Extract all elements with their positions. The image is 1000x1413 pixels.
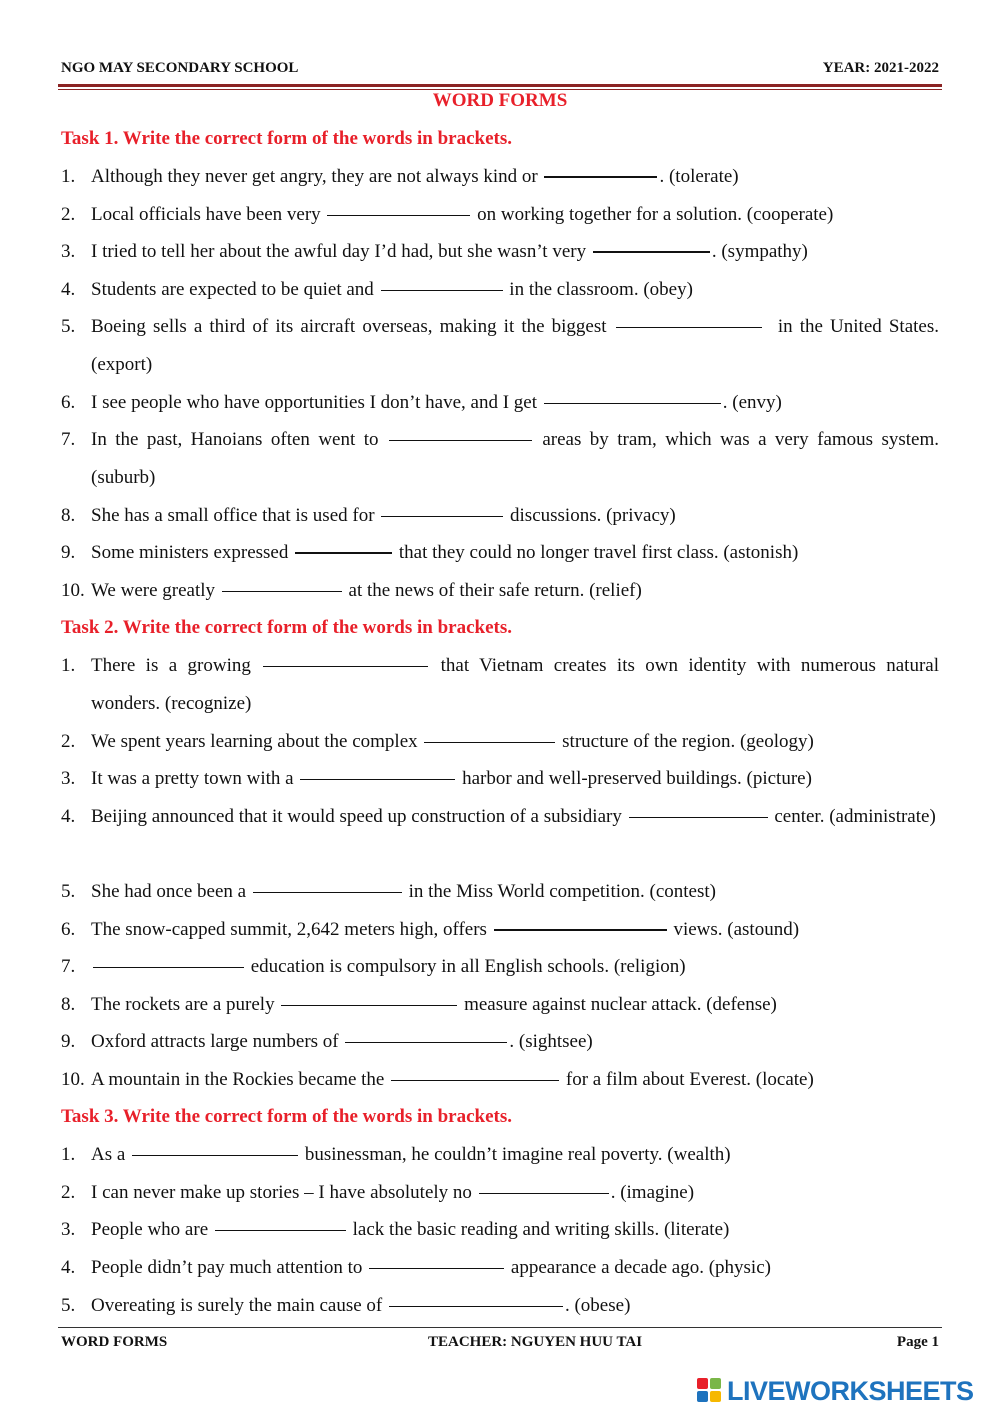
answer-blank[interactable] <box>544 175 657 178</box>
sentence-before-blank: Boeing sells a third of its aircraft overseas, making it the biggest <box>91 316 614 337</box>
sentence-after-blank: . (sightsee) <box>509 1031 593 1052</box>
sentence-after-blank: that they could no longer travel first class. (astonish) <box>394 542 799 563</box>
school-year: YEAR: 2021-2022 <box>822 60 939 76</box>
item-number: 3. <box>61 1219 76 1240</box>
item-sentence <box>91 723 939 761</box>
exercise-item <box>61 1211 939 1249</box>
answer-blank[interactable] <box>381 515 503 517</box>
exercise-item <box>61 497 939 535</box>
item-number: 10. <box>61 580 85 601</box>
item-sentence <box>91 1287 939 1325</box>
sentence-after-blank: measure against nuclear attack. (defense) <box>459 994 777 1015</box>
exercise-item <box>61 1287 939 1325</box>
exercise-item <box>61 271 939 309</box>
sentence-after-blank: lack the basic reading and writing skills. (literate) <box>347 1219 730 1240</box>
sentence-before-blank: Overeating is surely the main cause of <box>91 1295 387 1316</box>
sentence-after-blank: in the Miss World competition. (contest) <box>403 881 716 902</box>
exercise-item <box>61 873 939 911</box>
sentence-after-blank: appearance a decade ago. (physic) <box>506 1257 771 1278</box>
item-number: 8. <box>61 505 76 526</box>
item-number: 5. <box>61 881 76 902</box>
item-sentence <box>91 308 944 383</box>
sentence-before-blank: Students are expected to be quiet and <box>91 279 379 300</box>
exercise-item <box>61 911 939 949</box>
exercise-item <box>61 647 944 722</box>
exercise-item <box>61 948 939 986</box>
sentence-before-blank: We were greatly <box>91 580 220 601</box>
task-heading: Task 3. Write the correct form of the words in brackets. <box>61 1106 513 1127</box>
item-sentence <box>91 534 939 572</box>
item-sentence <box>91 384 939 422</box>
liveworksheets-wordmark: LIVEWORKSHEETS <box>727 1375 974 1406</box>
sentence-before-blank: Beijing announced that it would speed up construction of a subsidiary <box>91 806 627 827</box>
sentence-before-blank: A mountain in the Rockies became the <box>91 1069 390 1090</box>
item-number: 1. <box>61 166 76 187</box>
sentence-before-blank: Local officials have been very <box>91 204 326 225</box>
answer-blank[interactable] <box>300 778 455 780</box>
answer-blank[interactable] <box>295 551 392 554</box>
sentence-after-blank: in the United States. (export) <box>91 316 944 375</box>
item-number: 3. <box>61 768 76 789</box>
answer-blank[interactable] <box>389 1305 563 1307</box>
school-name: NGO MAY SECONDARY SCHOOL <box>61 60 299 76</box>
page-footer <box>61 1334 939 1354</box>
sentence-before-blank: She has a small office that is used for <box>91 505 380 526</box>
answer-blank[interactable] <box>616 326 762 328</box>
exercise-item <box>61 986 939 1024</box>
answer-blank[interactable] <box>389 439 532 441</box>
sentence-before-blank: It was a pretty town with a <box>91 768 299 789</box>
item-number: 5. <box>61 1295 76 1316</box>
item-number: 2. <box>61 1182 76 1203</box>
item-sentence <box>91 1211 939 1249</box>
item-number: 7. <box>61 429 76 450</box>
sentence-before-blank: People who are <box>91 1219 213 1240</box>
sentence-after-blank: views. (astound) <box>668 919 800 940</box>
sentence-before-blank: I can never make up stories – I have absolutely no <box>91 1182 477 1203</box>
sentence-after-blank: education is compulsory in all English schools. (religion) <box>246 956 686 977</box>
header-rule <box>58 84 942 87</box>
item-sentence <box>91 271 939 309</box>
sentence-before-blank: People didn’t pay much attention to <box>91 1257 368 1278</box>
exercise-item <box>61 798 939 836</box>
exercise-item <box>61 158 939 196</box>
item-sentence <box>91 196 939 234</box>
footer-rule <box>58 1327 942 1328</box>
exercise-item <box>61 1136 939 1174</box>
sentence-after-blank: . (sympathy) <box>711 241 808 262</box>
sentence-after-blank: center. (administrate) <box>769 806 936 827</box>
answer-blank[interactable] <box>494 928 667 931</box>
item-sentence <box>91 1061 939 1099</box>
sentence-before-blank: Some ministers expressed <box>91 542 294 563</box>
sentence-after-blank: harbor and well-preserved buildings. (picture) <box>457 768 812 789</box>
item-sentence <box>91 798 939 836</box>
exercise-item <box>61 1174 939 1212</box>
sentence-before-blank: In the past, Hanoians often went to <box>91 429 387 450</box>
exercise-item <box>61 1023 939 1061</box>
item-sentence <box>91 986 939 1024</box>
sentence-before-blank: There is a growing <box>91 655 262 676</box>
item-number: 7. <box>61 956 76 977</box>
exercise-item <box>61 760 939 798</box>
sentence-after-blank: that Vietnam creates its own identity with numerous natural wonders. (recognize) <box>91 655 944 714</box>
sentence-before-blank: The snow-capped summit, 2,642 meters high, offers <box>91 919 492 940</box>
item-sentence <box>91 1174 939 1212</box>
liveworksheets-logo-icon <box>697 1378 723 1404</box>
exercise-item <box>61 1249 939 1287</box>
item-number: 6. <box>61 392 76 413</box>
task-heading: Task 2. Write the correct form of the words in brackets. <box>61 617 513 638</box>
answer-blank[interactable] <box>345 1041 507 1043</box>
exercise-item <box>61 384 939 422</box>
answer-blank[interactable] <box>281 1004 457 1006</box>
exercise-item <box>61 421 944 496</box>
item-number: 1. <box>61 655 76 676</box>
item-sentence <box>91 1249 939 1287</box>
sentence-before-blank: I see people who have opportunities I don’t have, and I get <box>91 392 542 413</box>
sentence-after-blank: for a film about Everest. (locate) <box>561 1069 814 1090</box>
answer-blank[interactable] <box>391 1079 559 1081</box>
sentence-after-blank: on working together for a solution. (cooperate) <box>472 204 834 225</box>
sentence-before-blank: I tried to tell her about the awful day I’d had, but she wasn’t very <box>91 241 591 262</box>
item-number: 2. <box>61 204 76 225</box>
sentence-after-blank: businessman, he couldn’t imagine real poverty. (wealth) <box>300 1144 731 1165</box>
item-number: 9. <box>61 542 76 563</box>
item-sentence <box>91 1023 939 1061</box>
exercise-item <box>61 308 944 383</box>
item-number: 10. <box>61 1069 85 1090</box>
answer-blank[interactable] <box>222 590 342 592</box>
sentence-after-blank: structure of the region. (geology) <box>557 731 814 752</box>
exercise-item <box>61 233 939 271</box>
page-header <box>61 60 939 80</box>
sentence-after-blank: . (envy) <box>722 392 782 413</box>
answer-blank[interactable] <box>479 1192 609 1194</box>
exercise-item <box>61 196 939 234</box>
exercise-item <box>61 572 939 610</box>
sentence-after-blank: in the classroom. (obey) <box>504 279 693 300</box>
item-number: 6. <box>61 919 76 940</box>
liveworksheets-brand[interactable] <box>697 1376 974 1406</box>
sentence-after-blank: . (obese) <box>564 1295 631 1316</box>
sentence-after-blank: areas by tram, which was a very famous system. (suburb) <box>91 429 944 488</box>
item-sentence <box>91 233 939 271</box>
exercise-item <box>61 534 939 572</box>
answer-blank[interactable] <box>327 214 470 216</box>
item-sentence <box>91 572 939 610</box>
item-sentence <box>91 647 944 722</box>
answer-blank[interactable] <box>381 289 503 291</box>
item-sentence <box>91 1136 939 1174</box>
item-number: 4. <box>61 806 76 827</box>
item-sentence <box>91 421 944 496</box>
exercise-item <box>61 723 939 761</box>
answer-blank[interactable] <box>544 402 721 404</box>
footer-page-number: Page 1 <box>896 1334 939 1350</box>
answer-blank[interactable] <box>132 1154 298 1156</box>
footer-teacher: TEACHER: NGUYEN HUU TAI <box>428 1334 643 1350</box>
exercise-item <box>61 1061 939 1099</box>
item-sentence <box>91 760 939 798</box>
sentence-after-blank: . (imagine) <box>610 1182 695 1203</box>
sentence-before-blank: As a <box>91 1144 131 1165</box>
sentence-before-blank: She had once been a <box>91 881 251 902</box>
item-number: 4. <box>61 279 76 300</box>
sentence-before-blank: The rockets are a purely <box>91 994 280 1015</box>
item-sentence <box>91 873 939 911</box>
answer-blank[interactable] <box>629 816 768 818</box>
item-sentence <box>91 158 939 196</box>
sentence-after-blank: discussions. (privacy) <box>505 505 676 526</box>
item-number: 9. <box>61 1031 76 1052</box>
task-heading: Task 1. Write the correct form of the words in brackets. <box>61 128 513 149</box>
answer-blank[interactable] <box>424 741 555 743</box>
answer-blank[interactable] <box>593 250 710 253</box>
item-sentence <box>91 911 939 949</box>
sentence-after-blank: . (tolerate) <box>659 166 739 187</box>
item-number: 4. <box>61 1257 76 1278</box>
item-number: 5. <box>61 316 76 337</box>
item-sentence <box>91 497 939 535</box>
item-sentence <box>91 948 939 986</box>
sentence-before-blank: We spent years learning about the complex <box>91 731 423 752</box>
item-number: 1. <box>61 1144 76 1165</box>
answer-blank[interactable] <box>215 1229 346 1231</box>
answer-blank[interactable] <box>93 966 244 968</box>
sentence-before-blank: Oxford attracts large numbers of <box>91 1031 344 1052</box>
item-number: 3. <box>61 241 76 262</box>
sentence-before-blank: Although they never get angry, they are not always kind or <box>91 166 543 187</box>
sentence-after-blank: at the news of their safe return. (relief) <box>343 580 642 601</box>
answer-blank[interactable] <box>253 891 402 893</box>
item-number: 8. <box>61 994 76 1015</box>
answer-blank[interactable] <box>369 1267 504 1269</box>
footer-left: WORD FORMS <box>61 1334 168 1350</box>
page-title: WORD FORMS <box>432 90 568 111</box>
item-number: 2. <box>61 731 76 752</box>
answer-blank[interactable] <box>263 665 428 667</box>
